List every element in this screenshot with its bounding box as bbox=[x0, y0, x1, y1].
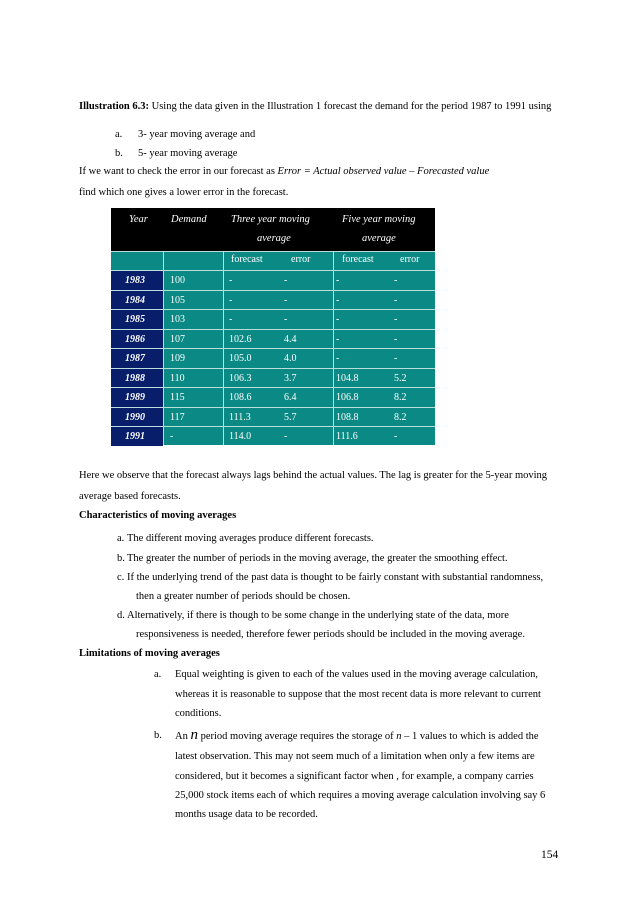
lim-b-n: n bbox=[190, 727, 198, 743]
year-label: 1983 bbox=[125, 275, 145, 286]
e3-cell: 4.4 bbox=[284, 333, 297, 345]
illustration-text: Using the data given in the Illustration 1 forecast the demand for the period 1987 to 1991 using bbox=[151, 101, 552, 112]
year-label: 1987 bbox=[125, 353, 145, 364]
f5-cell: 104.8 bbox=[336, 372, 359, 384]
header-five-year-2: average bbox=[362, 233, 396, 244]
f3-cell: 108.6 bbox=[229, 392, 252, 403]
lim-b-expr-rest: – 1 bbox=[401, 731, 418, 742]
lim-b-line-2: latest observation. This may not seem much of a limitation when only a few items are bbox=[175, 751, 535, 762]
subheader-error-5: error bbox=[400, 254, 420, 265]
demand-cell: 110 bbox=[170, 372, 185, 384]
demand-cell: - bbox=[170, 431, 174, 442]
char-a-line-1: The different moving averages produce different forecasts. bbox=[127, 533, 374, 544]
header-divider bbox=[111, 251, 435, 252]
lim-a-letter: a. bbox=[154, 669, 162, 680]
f3-cell: - bbox=[229, 314, 233, 325]
char-c-line-1: If the underlying trend of the past data is thought to be fairly constant with substantial randomness, bbox=[127, 572, 544, 583]
row-divider bbox=[111, 290, 435, 291]
char-b-line-1: The greater the number of periods in the moving average, the greater the smoothing effect. bbox=[127, 553, 508, 564]
lim-a-line-3: conditions. bbox=[175, 708, 222, 719]
year-cell bbox=[111, 369, 163, 388]
year-label: 1984 bbox=[125, 294, 145, 306]
error-line-prefix: If we want to check the error in our forecast as bbox=[79, 166, 278, 177]
char-a-letter: a. bbox=[117, 533, 125, 544]
row-divider bbox=[111, 368, 435, 369]
lim-b-line1-pre: An bbox=[175, 731, 191, 742]
year-cell bbox=[111, 427, 163, 446]
year-cell bbox=[111, 388, 163, 407]
table-row bbox=[111, 330, 435, 350]
year-cell bbox=[111, 310, 163, 329]
lim-a-line-2: whereas it is reasonable to suppose that the most recent data is more relevant to current bbox=[175, 689, 541, 700]
year-cell bbox=[111, 271, 163, 290]
year-label: 1985 bbox=[125, 314, 145, 325]
subheader-error-3: error bbox=[291, 254, 311, 265]
demand-cell: 105 bbox=[170, 294, 185, 306]
year-cell bbox=[111, 408, 163, 427]
option-a-text: 3- year moving average and bbox=[138, 129, 256, 140]
f3-cell: 106.3 bbox=[229, 372, 252, 384]
f5-cell: 108.8 bbox=[336, 411, 359, 423]
f3-cell: 114.0 bbox=[229, 431, 252, 442]
header-three-year-2: average bbox=[257, 233, 291, 244]
lim-b-line-4: 25,000 stock items each of which requires a moving average calculation involving say 6 bbox=[175, 790, 546, 801]
f5-cell: - bbox=[336, 294, 340, 306]
year-label: 1986 bbox=[125, 333, 145, 345]
e5-cell: - bbox=[394, 275, 398, 286]
option-a bbox=[115, 129, 122, 140]
e5-cell: - bbox=[394, 431, 398, 442]
e5-cell: - bbox=[394, 333, 398, 345]
demand-cell: 109 bbox=[170, 353, 185, 364]
subheader-forecast-5: forecast bbox=[342, 254, 374, 265]
lim-b-line-1 bbox=[175, 727, 539, 744]
moving-average-table bbox=[111, 208, 435, 445]
e3-cell: 3.7 bbox=[284, 372, 297, 384]
year-cell bbox=[111, 330, 163, 349]
illustration-label: Illustration 6.3: bbox=[79, 101, 150, 112]
char-d-letter: d. bbox=[117, 610, 125, 621]
e3-cell: 6.4 bbox=[284, 392, 297, 403]
lim-b-line-3: considered, but it becomes a significant factor when , for example, a company carries bbox=[175, 771, 534, 782]
demand-cell: 100 bbox=[170, 275, 185, 286]
error-line bbox=[79, 166, 489, 177]
year-label: 1989 bbox=[125, 392, 145, 403]
f5-cell: - bbox=[336, 275, 340, 286]
year-label: 1990 bbox=[125, 411, 145, 423]
table-row bbox=[111, 291, 435, 311]
e3-cell: - bbox=[284, 275, 288, 286]
demand-cell: 107 bbox=[170, 333, 185, 345]
lim-b-expr-n: n bbox=[396, 731, 402, 742]
table-row bbox=[111, 427, 435, 447]
row-divider bbox=[111, 426, 435, 427]
f3-cell: - bbox=[229, 294, 233, 306]
row-divider bbox=[111, 348, 435, 349]
lim-a-line-1: Equal weighting is given to each of the values used in the moving average calculation, bbox=[175, 669, 539, 680]
lim-b-line1-post: values to which is added the bbox=[417, 731, 539, 742]
table-row bbox=[111, 388, 435, 408]
table-row bbox=[111, 310, 435, 330]
table-row bbox=[111, 369, 435, 389]
column-divider bbox=[333, 251, 334, 445]
row-divider bbox=[111, 309, 435, 310]
row-divider bbox=[111, 387, 435, 388]
year-label: 1991 bbox=[125, 431, 145, 442]
char-c-line-2: then a greater number of periods should be chosen. bbox=[136, 591, 351, 602]
e3-cell: 4.0 bbox=[284, 353, 297, 364]
option-b-text: 5- year moving average bbox=[138, 148, 238, 159]
option-b bbox=[115, 148, 123, 159]
option-b-letter: b. bbox=[115, 148, 123, 159]
f5-cell: - bbox=[336, 333, 340, 345]
year-label: 1988 bbox=[125, 372, 145, 384]
year-cell bbox=[111, 349, 163, 368]
observation-line-1: Here we observe that the forecast always lags behind the actual values. The lag is greater for the 5-year moving bbox=[79, 470, 548, 481]
header-three-year-1: Three year moving bbox=[231, 214, 310, 225]
observation-line-2: average based forecasts. bbox=[79, 491, 181, 502]
e5-cell: - bbox=[394, 294, 398, 306]
f5-cell: - bbox=[336, 353, 340, 364]
e3-cell: 5.7 bbox=[284, 411, 297, 423]
page-number: 154 bbox=[541, 849, 559, 861]
e5-cell: 8.2 bbox=[394, 392, 407, 403]
e3-cell: - bbox=[284, 314, 288, 325]
f3-cell: 111.3 bbox=[229, 411, 251, 423]
table-row bbox=[111, 408, 435, 428]
f3-cell: 102.6 bbox=[229, 333, 252, 345]
lim-b-line1-mid: period moving average requires the storage of bbox=[197, 731, 397, 742]
e5-cell: 8.2 bbox=[394, 411, 407, 423]
table-row bbox=[111, 349, 435, 369]
f5-cell: 106.8 bbox=[336, 392, 359, 403]
char-b-letter: b. bbox=[117, 553, 125, 564]
demand-cell: 115 bbox=[170, 392, 185, 403]
limitations-heading: Limitations of moving averages bbox=[79, 648, 220, 659]
table-header bbox=[111, 208, 435, 251]
column-divider bbox=[163, 251, 164, 445]
f3-cell: 105.0 bbox=[229, 353, 252, 364]
demand-cell: 103 bbox=[170, 314, 185, 325]
error-formula: Error = Actual observed value – Forecasted value bbox=[277, 166, 490, 177]
row-divider bbox=[111, 270, 435, 271]
year-cell bbox=[111, 291, 163, 310]
column-divider bbox=[223, 251, 224, 445]
subheader-forecast-3: forecast bbox=[231, 254, 263, 265]
e5-cell: - bbox=[394, 353, 398, 364]
illustration-line bbox=[79, 101, 551, 112]
lim-b-line-5: months usage data to be recorded. bbox=[175, 809, 318, 820]
f5-cell: - bbox=[336, 314, 340, 325]
table-row bbox=[111, 271, 435, 291]
header-year: Year bbox=[129, 214, 148, 225]
header-demand: Demand bbox=[171, 214, 207, 225]
demand-cell: 117 bbox=[170, 411, 185, 423]
char-d-line-2: responsiveness is needed, therefore fewer periods should be included in the moving average. bbox=[136, 629, 525, 640]
f3-cell: - bbox=[229, 275, 233, 286]
e5-cell: - bbox=[394, 314, 398, 325]
option-a-letter: a. bbox=[115, 129, 123, 140]
char-d-line-1: Alternatively, if there is though to be some change in the underlying state of the data, more bbox=[127, 610, 509, 621]
find-line: find which one gives a lower error in the forecast. bbox=[79, 187, 289, 198]
header-five-year-1: Five year moving bbox=[342, 214, 416, 225]
characteristics-heading: Characteristics of moving averages bbox=[79, 510, 237, 521]
lim-b-letter: b. bbox=[154, 730, 162, 741]
e3-cell: - bbox=[284, 431, 288, 442]
char-c-letter: c. bbox=[117, 572, 125, 583]
f5-cell: 111.6 bbox=[336, 431, 358, 442]
row-divider bbox=[111, 407, 435, 408]
e3-cell: - bbox=[284, 294, 288, 306]
e5-cell: 5.2 bbox=[394, 372, 407, 384]
row-divider bbox=[111, 329, 435, 330]
